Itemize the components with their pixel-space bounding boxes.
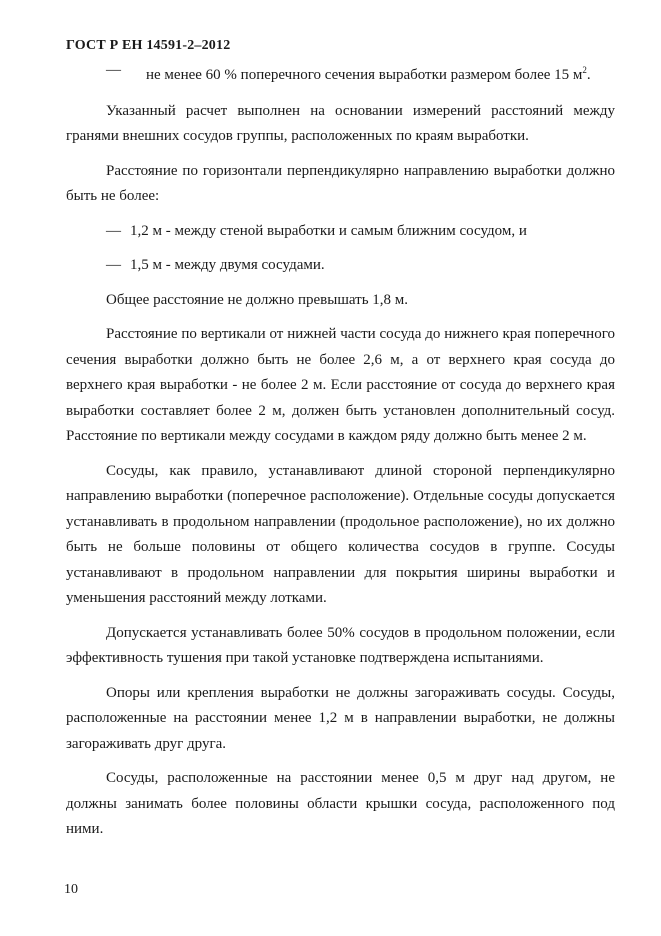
paragraph-longitudinal: Допускается устанавливать более 50% сосудов в продольном положении, если эффективность тушения при такой установке подтверждена испытаниями. (66, 624, 615, 666)
paragraph-total-distance: Общее расстояние не должно превышать 1,8 м. (106, 291, 409, 308)
dash-end: . (586, 67, 591, 83)
paragraph-calc-basis: Указанный расчет выполнен на основании измерений расстояний между гранями внешних сосудов группы, расположенных по краям выработки. (66, 102, 615, 144)
page-number: 10 (64, 882, 78, 897)
dash-mark: — (106, 222, 121, 239)
paragraph-supports: Опоры или крепления выработки не должны загораживать сосуды. Сосуды, расположенные на расстоянии менее 1,2 м в направлении выработки, не должны загораживать друг друга. (66, 684, 615, 752)
dash-item-between (66, 253, 615, 279)
paragraph-horizontal-distance: Расстояние по горизонтали перпендикулярно направлению выработки должно быть не более: (66, 162, 615, 204)
page-body (66, 58, 615, 852)
paragraph-stacking: Сосуды, расположенные на расстоянии менее 0,5 м друг над другом, не должны занимать более половины области крышки сосуда, расположенного под ними. (66, 770, 615, 837)
superscript: 2 (582, 65, 587, 75)
dash-mark: — (106, 62, 121, 78)
dash-item-wall (66, 219, 615, 245)
paragraph-vertical-distance: Расстояние по вертикали от нижней части сосуда до нижнего края поперечного сечения выработки должно быть не более 2,6 м, а от верхнего края сосуда до верхнего края выработки - не более 2 м. Если расстояние от сосуда до верхнего края выработки составляет более 2 м, должен быть установлен дополнительный сосуд. Расстояние по вертикали между сосудами в каждом ряду должно быть менее 2 м. (66, 326, 615, 444)
dash-text: не менее 60 % поперечного сечения выработки размером более 15 м (146, 67, 583, 83)
dash-mark: — (106, 257, 121, 273)
dash-text: 1,5 м - между двумя сосудами. (130, 257, 325, 273)
dash-text: 1,2 м - между стеной выработки и самым ближним сосудом, и (130, 222, 527, 239)
document-header: ГОСТ Р ЕН 14591-2–2012 (66, 38, 231, 53)
paragraph-orientation: Сосуды, как правило, устанавливают длиной стороной перпендикулярно направлению выработки (поперечное расположение). Отдельные сосуды допускается устанавливать в продольном направлении (продольное расположение), но их должно быть не больше половины от общего количества сосудов в группе. Сосуды устанавливают в продольном направлении для покрытия ширины выработки и уменьшения расстояний между лотками. (66, 462, 615, 606)
dash-item-area (66, 58, 615, 89)
